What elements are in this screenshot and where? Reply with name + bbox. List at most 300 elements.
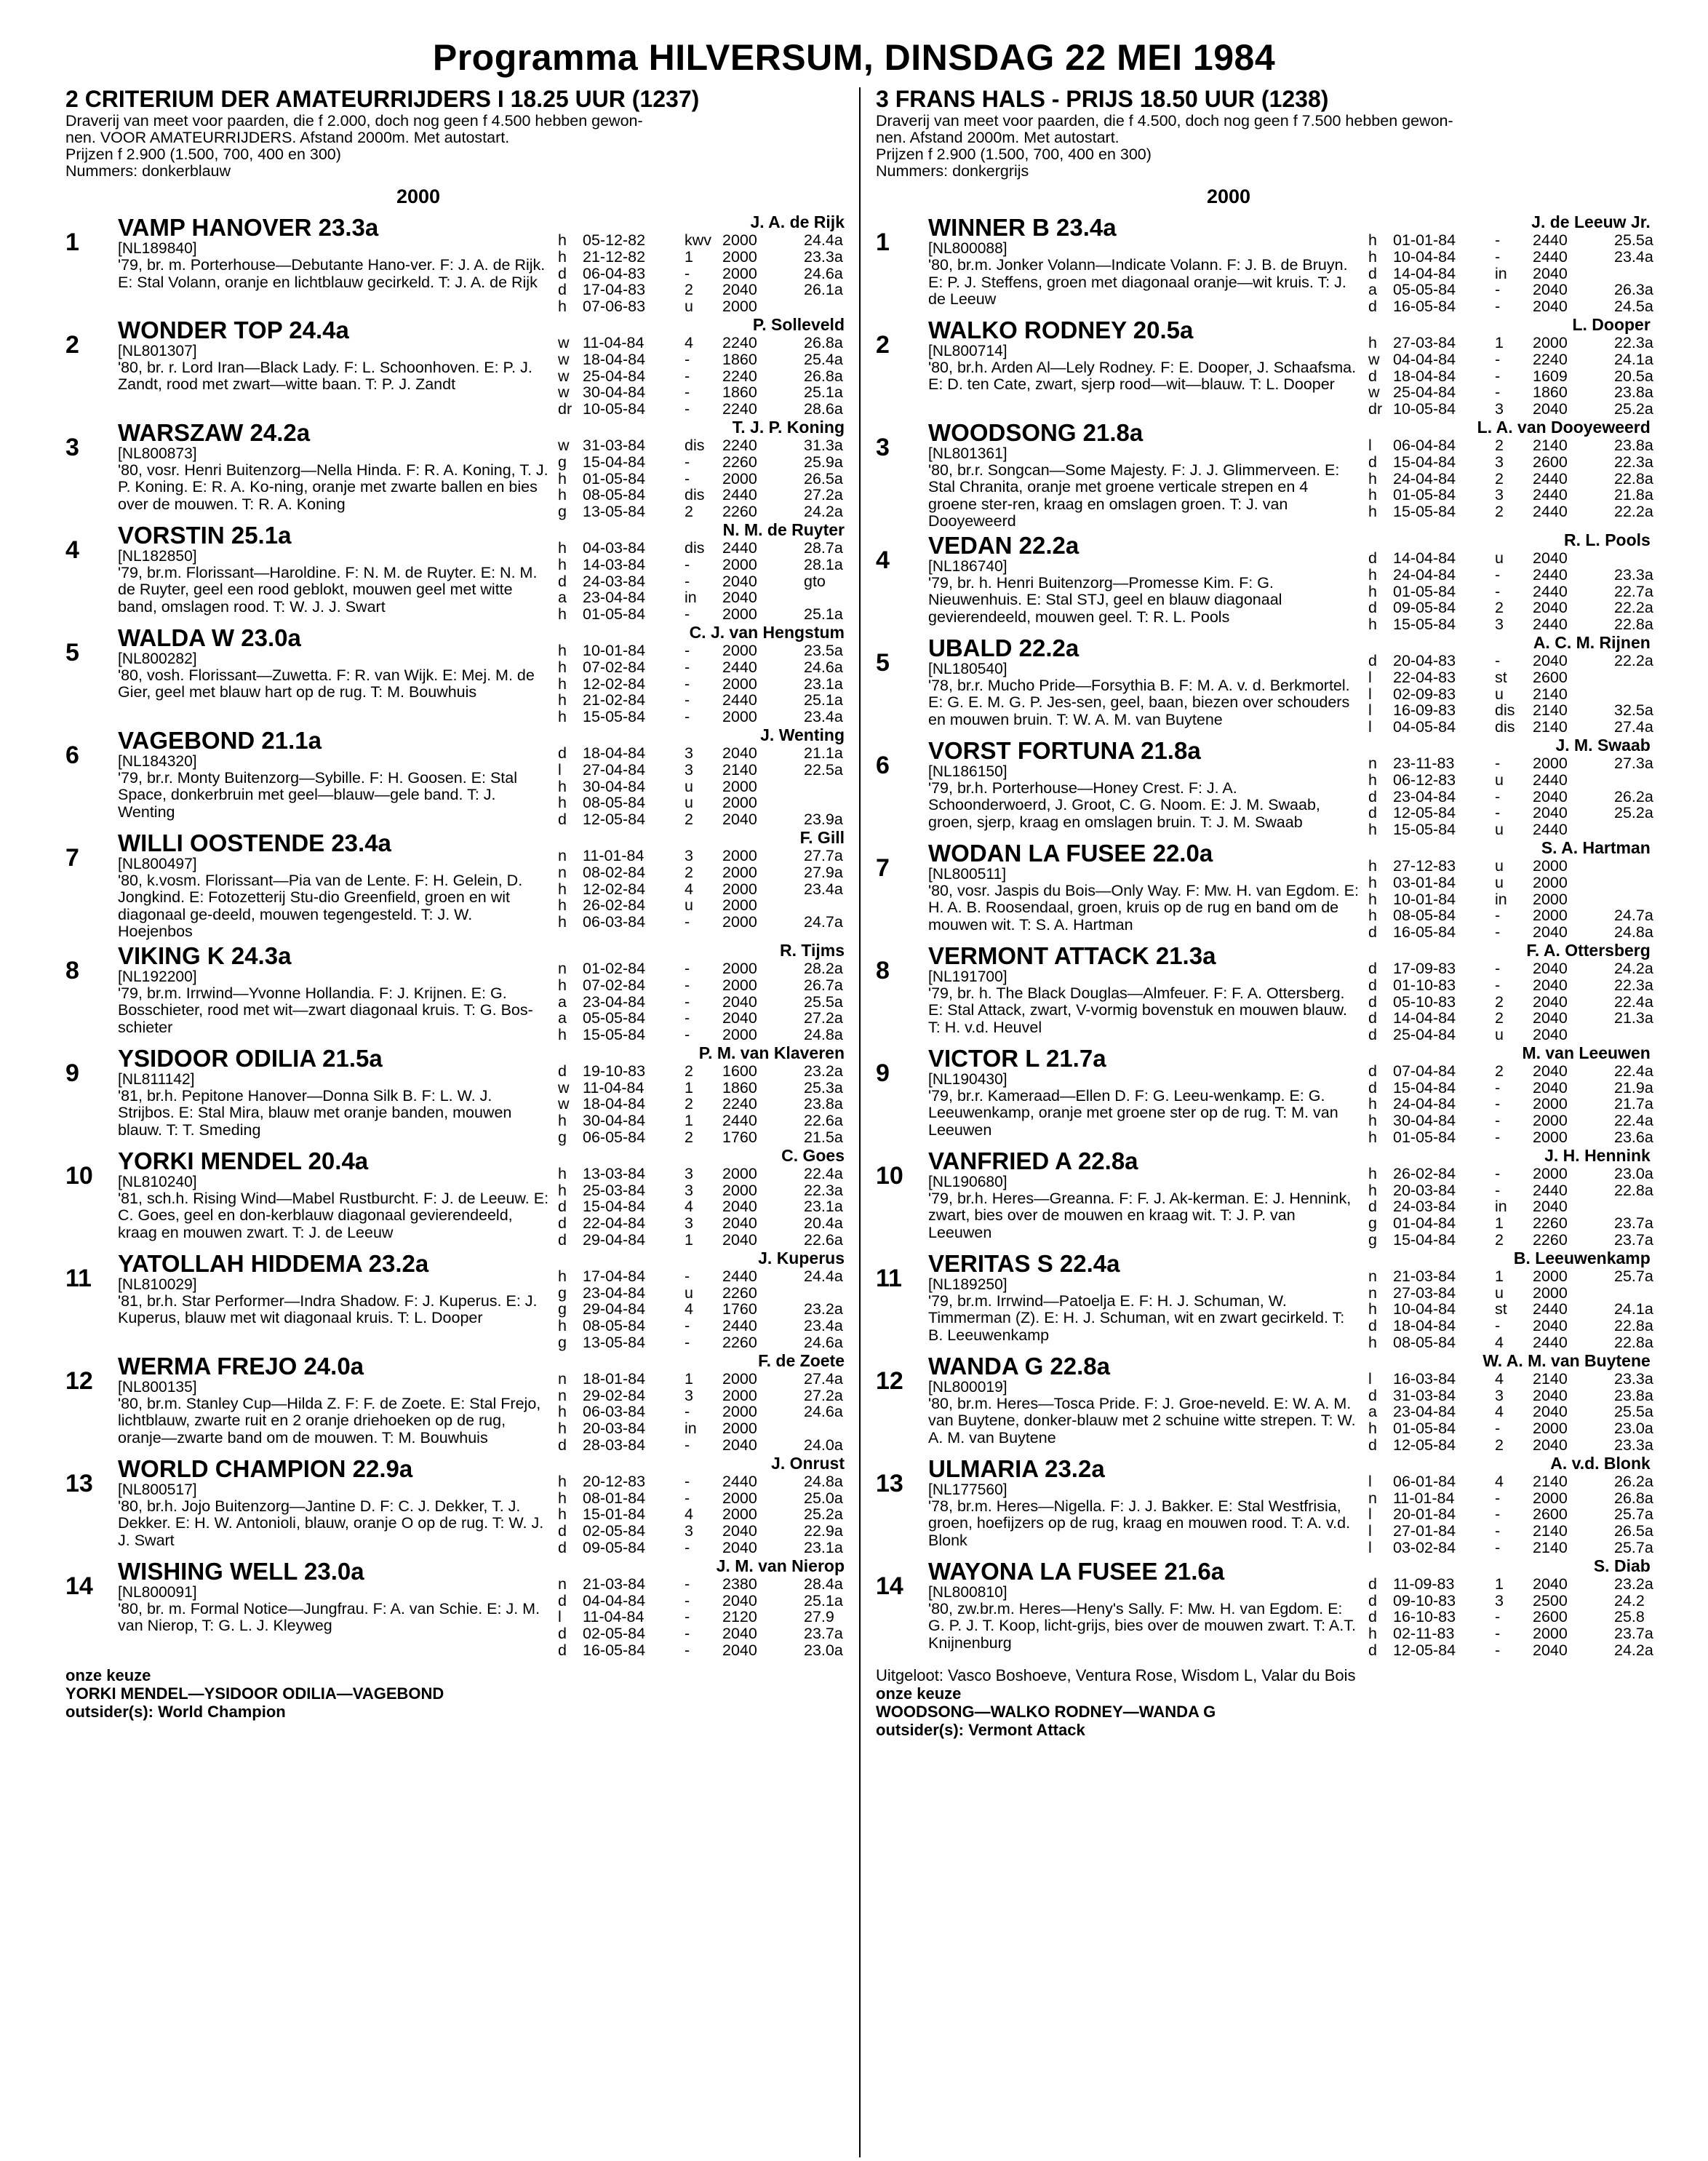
registration-number: [NL177560] — [928, 1481, 1007, 1498]
runner-details — [118, 418, 558, 520]
race-condition-line: Nummers: donkergrijs — [876, 162, 1029, 180]
form-place: - — [685, 367, 690, 385]
form-line — [1368, 550, 1653, 567]
form-place: 4 — [1495, 1334, 1504, 1352]
runner-pedigree-info: '80, br. r. Lord Iran—Black Lady. F: L. Schoonhoven. E: P. J. Zandt, rood met zwart—witte baan. T: P. J. Zandt — [118, 358, 532, 394]
form-date: 01-02-84 — [583, 959, 646, 977]
form-distance: 2040 — [722, 1522, 757, 1540]
form-track: h — [558, 538, 567, 557]
form-date: 23-04-84 — [1393, 1403, 1456, 1421]
form-distance: 2040 — [722, 811, 757, 829]
form-date: 22-04-83 — [1393, 668, 1456, 686]
form-track: n — [1368, 1284, 1377, 1302]
form-date: 23-04-84 — [583, 1284, 646, 1302]
form-distance: 2440 — [1533, 231, 1568, 249]
form-track: n — [558, 1369, 567, 1388]
form-date: 07-04-84 — [1393, 1062, 1456, 1080]
runner-pedigree-info: '80, br.m. Heres—Tosca Pride. F: J. Groe-neveld. E: W. A. M. van Buytene, donker-blauw met 2 schuine witte strepen. T: W. A. M. van Buytene — [928, 1394, 1356, 1446]
form-date: 18-04-84 — [583, 744, 646, 762]
runner-name: YORKI MENDEL 20.4a — [118, 1147, 369, 1174]
trainer-name: N. M. de Ruyter — [722, 520, 845, 539]
trainer-name: P. M. van Klaveren — [698, 1043, 845, 1062]
form-time: 28.1a — [804, 555, 843, 573]
form-track: dr — [558, 400, 572, 418]
form-track: h — [558, 658, 567, 676]
form-date: 24-03-84 — [583, 572, 646, 590]
form-place: - — [685, 605, 690, 624]
runner-name: YSIDOOR ODILIA 21.5a — [118, 1044, 383, 1072]
form-date: 25-03-84 — [583, 1181, 646, 1199]
form-track: g — [558, 1300, 567, 1318]
runner-name: VORSTIN 25.1a — [118, 521, 292, 549]
runner-number: 6 — [65, 741, 79, 769]
form-place: - — [685, 1334, 690, 1352]
form-time: 23.2a — [1614, 1575, 1653, 1593]
form-distance: 2000 — [722, 896, 757, 915]
form-track: h — [1368, 821, 1377, 839]
trainer-name: J. A. de Rijk — [750, 212, 845, 231]
form-distance: 2040 — [722, 992, 757, 1011]
runner-name: VAGEBOND 21.1a — [118, 726, 322, 754]
runner-pedigree-info: '80, br.m. Jonker Volann—Indicate Volann. F: J. B. de Bruyn. E: P. J. Steffens, groen met diagonaal oranje—wit kruis. T: J. de Leeuw — [928, 256, 1348, 308]
form-distance: 2260 — [1533, 1214, 1568, 1233]
form-distance: 2040 — [722, 1539, 757, 1557]
form-time: 21.9a — [1614, 1078, 1653, 1097]
runner-grid — [876, 1146, 1653, 1249]
trainer-name: F. A. Ottersberg — [1526, 940, 1651, 960]
form-track: h — [558, 708, 567, 726]
form-place: 1 — [685, 247, 693, 266]
race-condition-line: nen. VOOR AMATEURRIJDERS. Afstand 2000m. Met autostart. — [65, 129, 510, 146]
form-time: 24.2a — [1614, 1641, 1653, 1659]
form-line — [558, 1232, 847, 1249]
runner-number: 14 — [876, 1572, 903, 1600]
form-distance: 2440 — [1533, 616, 1568, 634]
form-place: st — [1495, 1300, 1507, 1318]
runner-details — [118, 1454, 558, 1556]
form-place: 4 — [1495, 1403, 1504, 1421]
form-time: 23.4a — [804, 880, 843, 898]
form-place: 2 — [1495, 469, 1504, 487]
form-line — [558, 1334, 847, 1351]
form-line — [558, 335, 847, 351]
form-time: 27.2a — [804, 1009, 843, 1027]
form-line — [1368, 1523, 1653, 1540]
form-distance: 2440 — [722, 538, 757, 557]
form-place: - — [1495, 1181, 1501, 1199]
form-date: 06-04-83 — [583, 264, 646, 282]
form-place: - — [685, 691, 690, 709]
form-place: 4 — [1495, 1472, 1504, 1490]
form-time: 22.2a — [1614, 503, 1653, 521]
form-track: h — [1368, 333, 1377, 351]
runner-entry — [876, 418, 1653, 530]
form-line — [558, 606, 847, 623]
form-date: 23-11-83 — [1393, 754, 1455, 772]
trainer-name: J. Kuperus — [758, 1248, 845, 1267]
form-distance: 2240 — [722, 436, 757, 454]
form-distance: 2000 — [1533, 1095, 1568, 1113]
form-line — [558, 1576, 847, 1593]
race-title: 3 FRANS HALS - PRIJS 18.50 UUR (1238) — [876, 86, 1329, 112]
form-track: n — [558, 1575, 567, 1593]
trainer-name: S. Diab — [1593, 1556, 1651, 1575]
form-time: 24.2a — [1614, 959, 1653, 977]
form-line — [558, 1182, 847, 1199]
form-time: 24.1a — [1614, 350, 1653, 368]
form-date: 01-05-84 — [1393, 486, 1456, 504]
runner-number: 6 — [876, 751, 890, 779]
form-time: 22.4a — [804, 1164, 843, 1182]
form-date: 15-05-84 — [1393, 616, 1456, 634]
form-track: d — [558, 1522, 567, 1540]
runner-name: WORLD CHAMPION 22.9a — [118, 1454, 413, 1482]
form-time: 24.2 — [1614, 1591, 1645, 1609]
form-distance: 2040 — [1533, 1575, 1568, 1593]
form-line — [558, 977, 847, 994]
form-place: u — [1495, 771, 1504, 789]
form-distance: 2040 — [722, 281, 757, 299]
form-track: n — [558, 1386, 567, 1404]
form-place: - — [685, 1436, 690, 1454]
form-time: 24.2a — [804, 503, 843, 521]
form-date: 25-04-84 — [583, 367, 646, 385]
runner-grid — [65, 1146, 847, 1249]
registration-number: [NL182850] — [118, 547, 197, 565]
form-place: 2 — [1495, 1231, 1504, 1249]
form-date: 15-04-84 — [1393, 1231, 1456, 1249]
form-track: h — [1368, 890, 1377, 908]
form-track: w — [558, 1095, 570, 1113]
form-date: 14-04-84 — [1393, 264, 1456, 282]
form-track: h — [558, 1112, 567, 1130]
form-date: 16-03-84 — [1393, 1369, 1456, 1388]
form-line — [558, 437, 847, 454]
runner-pedigree-info: '79, br.m. Florissant—Haroldine. F: N. M. de Ruyter. E: N. M. de Ruyter, geel een rood geblokt, mouwen geel met witte band, omslagen rood. T: W. J. J. Swart — [118, 563, 538, 616]
runner-grid — [65, 418, 847, 520]
runner-details — [928, 1556, 1368, 1659]
form-place: - — [1495, 383, 1501, 402]
form-time: 22.3a — [1614, 976, 1653, 994]
form-time: 22.2a — [1614, 651, 1653, 669]
runner-number: 11 — [65, 1264, 92, 1292]
form-track: h — [558, 880, 567, 898]
form-place: - — [685, 383, 690, 402]
form-time — [804, 589, 847, 606]
form-place: in — [1495, 1198, 1507, 1216]
runner-name: VEDAN 22.2a — [928, 531, 1080, 559]
form-line — [558, 557, 847, 573]
runner-details — [928, 212, 1368, 315]
form-date: 24-04-84 — [1393, 469, 1456, 487]
form-time: 23.4a — [804, 708, 843, 726]
form-track: l — [1368, 436, 1372, 454]
form-time: 21.5a — [804, 1129, 843, 1147]
runner-grid — [65, 725, 847, 828]
form-place: - — [685, 913, 690, 931]
form-distance: 2000 — [722, 913, 757, 931]
form-time: 25.2a — [804, 1505, 843, 1524]
form-track: d — [1368, 599, 1377, 617]
form-track: h — [1368, 231, 1377, 249]
runner-entry — [65, 1146, 847, 1249]
runner-name: WERMA FREJO 24.0a — [118, 1352, 364, 1380]
form-line — [558, 1609, 847, 1625]
form-time — [1614, 1285, 1653, 1302]
form-track: g — [558, 1284, 567, 1302]
form-distance: 2440 — [1533, 1334, 1568, 1352]
form-place: 2 — [685, 503, 693, 521]
form-distance: 1860 — [722, 350, 757, 368]
form-place: - — [685, 1591, 690, 1609]
form-date: 16-09-83 — [1393, 701, 1456, 720]
form-line — [558, 504, 847, 520]
runner-name: WINNER B 23.4a — [928, 214, 1117, 241]
form-time: 24.4a — [804, 1267, 843, 1285]
form-place: 2 — [1495, 1009, 1504, 1027]
form-track: d — [1368, 1317, 1377, 1335]
form-line — [558, 1490, 847, 1507]
recent-form — [558, 828, 847, 941]
form-place: u — [1495, 1026, 1504, 1044]
form-time: 22.8a — [1614, 1181, 1653, 1199]
form-distance: 2000 — [1533, 856, 1568, 875]
runner-number: 10 — [65, 1161, 93, 1190]
race-condition-line: Prijzen f 2.900 (1.500, 700, 400 en 300) — [65, 146, 341, 163]
form-line — [1368, 600, 1653, 616]
runner-grid — [65, 212, 847, 315]
form-track: h — [1368, 1095, 1377, 1113]
race-condition-line: Draverij van meet voor paarden, die f 4.500, doch nog geen f 7.500 hebben gewon- — [876, 112, 1453, 130]
form-line — [558, 1540, 847, 1556]
runner-pedigree-info: '79, br. m. Porterhouse—Debutante Hano-ver. F: J. A. de Rijk. E: Stal Volann, oranje en lichtblauw gecirkeld. T: J. A. de Rijk — [118, 256, 546, 291]
form-distance: 2440 — [1533, 486, 1568, 504]
form-line — [558, 1420, 847, 1437]
form-date: 08-02-84 — [583, 863, 646, 881]
form-line — [558, 795, 847, 811]
form-distance: 2000 — [722, 264, 757, 282]
runner-entry — [65, 1454, 847, 1556]
runner-entry — [65, 418, 847, 520]
trainer-name: A. v.d. Blonk — [1550, 1453, 1651, 1473]
trainer-name: L. Dooper — [1572, 314, 1651, 334]
form-line — [1368, 1576, 1653, 1593]
form-track: a — [1368, 281, 1377, 299]
form-time: 22.4a — [1614, 1062, 1653, 1080]
form-line — [558, 745, 847, 762]
form-date: 15-05-84 — [583, 1026, 646, 1044]
form-distance: 2040 — [1533, 1436, 1568, 1454]
form-track: h — [1368, 616, 1377, 634]
form-track: h — [558, 691, 567, 709]
form-place: u — [685, 298, 693, 316]
form-date: 16-05-84 — [1393, 923, 1456, 942]
form-time — [1614, 772, 1653, 789]
form-line — [1368, 1232, 1653, 1249]
form-date: 05-10-83 — [1393, 992, 1456, 1011]
form-date: 12-02-84 — [583, 674, 646, 693]
race-condition-line: Draverij van meet voor paarden, die f 2.000, doch nog geen f 4.500 hebben gewon- — [65, 112, 643, 130]
form-place: in — [1495, 264, 1507, 282]
form-time — [1614, 821, 1653, 838]
form-distance: 1860 — [722, 383, 757, 402]
form-place: 2 — [685, 281, 693, 299]
form-line — [1368, 1318, 1653, 1334]
form-time: 25.7a — [1614, 1505, 1653, 1524]
form-track: h — [1368, 1300, 1377, 1318]
form-time: 26.8a — [1614, 1489, 1653, 1507]
form-place: - — [1495, 1420, 1501, 1438]
our-choice: YORKI MENDEL—YSIDOOR ODILIA—VAGEBOND — [65, 1684, 444, 1703]
form-place: - — [1495, 1522, 1501, 1540]
form-distance: 2040 — [722, 1591, 757, 1609]
form-distance: 2040 — [1533, 1641, 1568, 1659]
form-track: d — [1368, 787, 1377, 805]
runner-entry — [65, 941, 847, 1043]
form-time: 25.7a — [1614, 1539, 1653, 1557]
form-line — [1368, 805, 1653, 821]
form-line — [1368, 653, 1653, 669]
form-track: h — [1368, 1129, 1377, 1147]
form-distance: 2000 — [1533, 1420, 1568, 1438]
form-date: 17-09-83 — [1393, 959, 1456, 977]
form-track: l — [1368, 1539, 1372, 1557]
form-track: d — [558, 1436, 567, 1454]
form-line — [1368, 249, 1653, 266]
form-place: dis — [1495, 718, 1515, 736]
form-line — [558, 249, 847, 266]
form-distance: 2140 — [1533, 436, 1568, 454]
runner-entry — [876, 633, 1653, 736]
form-track: l — [1368, 701, 1372, 720]
form-time: 22.4a — [1614, 1112, 1653, 1130]
form-distance: 2000 — [722, 1420, 757, 1438]
recent-form — [1368, 1043, 1653, 1146]
form-place: 2 — [1495, 1062, 1504, 1080]
form-place: - — [1495, 281, 1501, 299]
recent-form — [558, 1043, 847, 1146]
form-place: - — [1495, 582, 1501, 600]
form-line — [558, 692, 847, 709]
race-footer — [65, 1666, 847, 1721]
form-time: 28.7a — [804, 538, 843, 557]
form-distance: 1760 — [722, 1300, 757, 1318]
form-date: 10-05-84 — [583, 400, 646, 418]
form-track: h — [1368, 856, 1377, 875]
form-time — [804, 1420, 847, 1437]
form-track: d — [558, 1062, 567, 1080]
form-place: - — [1495, 959, 1501, 977]
form-track: d — [558, 744, 567, 762]
runner-name: VICTOR L 21.7a — [928, 1044, 1106, 1072]
form-time: 23.6a — [1614, 1129, 1653, 1147]
recent-form — [558, 725, 847, 828]
form-time: 24.6a — [804, 1334, 843, 1352]
form-time: 22.6a — [804, 1231, 843, 1249]
runner-pedigree-info: '80, vosh. Florissant—Zuwetta. F: R. van Wijk. E: Mej. M. de Gier, geel met blauw hart op de rug. T: M. Bouwhuis — [118, 666, 535, 701]
form-distance: 2120 — [722, 1608, 757, 1626]
form-place: - — [1495, 923, 1501, 942]
form-line — [558, 1166, 847, 1182]
runner-name: VORST FORTUNA 21.8a — [928, 736, 1201, 764]
runner-name: WAYONA LA FUSEE 21.6a — [928, 1557, 1225, 1585]
form-time — [1614, 875, 1653, 891]
form-track: d — [1368, 1078, 1377, 1097]
form-line — [558, 1318, 847, 1334]
form-place: 3 — [1495, 486, 1504, 504]
form-line — [558, 1642, 847, 1659]
runner-name: VERMONT ATTACK 21.3a — [928, 942, 1216, 969]
form-time: 23.1a — [804, 1198, 843, 1216]
form-date: 06-12-83 — [1393, 771, 1456, 789]
form-line — [1368, 1063, 1653, 1080]
trainer-name: B. Leeuwenkamp — [1513, 1248, 1651, 1267]
form-distance: 2140 — [1533, 701, 1568, 720]
race-condition-line: nen. Afstand 2000m. Met autostart. — [876, 129, 1120, 146]
form-track: h — [558, 486, 567, 504]
form-place: - — [1495, 976, 1501, 994]
form-date: 06-04-84 — [1393, 436, 1456, 454]
form-distance: 2440 — [1533, 503, 1568, 521]
form-place: - — [685, 959, 690, 977]
form-time: 22.8a — [1614, 616, 1653, 634]
runner-details — [928, 530, 1368, 633]
form-track: h — [558, 247, 567, 266]
form-time: 25.1a — [804, 1591, 843, 1609]
form-time: 24.1a — [1614, 1300, 1653, 1318]
runner-number: 11 — [876, 1264, 902, 1292]
form-time: 22.6a — [804, 1112, 843, 1130]
form-time: 23.7a — [1614, 1214, 1653, 1233]
trainer-name: J. M. Swaab — [1555, 735, 1651, 755]
form-place: - — [1495, 1539, 1501, 1557]
form-line — [558, 351, 847, 368]
form-track: l — [1368, 1369, 1372, 1388]
recent-form — [558, 212, 847, 315]
form-track: n — [1368, 1489, 1377, 1507]
form-place: - — [685, 1539, 690, 1557]
form-place: 4 — [685, 880, 693, 898]
registration-number: [NL811142] — [118, 1070, 195, 1088]
runner-name: VIKING K 24.3a — [118, 942, 292, 969]
form-time: 25.7a — [1614, 1267, 1653, 1285]
recent-form — [1368, 1351, 1653, 1454]
trainer-name: R. Tijms — [779, 940, 845, 960]
runner-details — [928, 1351, 1368, 1454]
form-date: 31-03-84 — [583, 436, 646, 454]
form-track: h — [1368, 247, 1377, 266]
runner-details — [928, 315, 1368, 418]
form-track: a — [558, 589, 567, 607]
our-choice-label: onze keuze — [876, 1684, 962, 1703]
form-time: 22.5a — [804, 760, 843, 779]
form-date: 15-04-84 — [583, 453, 646, 471]
registration-number: [NL189250] — [928, 1275, 1007, 1293]
race-conditions — [876, 113, 1653, 180]
form-time: 27.4a — [1614, 718, 1653, 736]
runner-details — [928, 418, 1368, 530]
form-time: 23.0a — [1614, 1420, 1653, 1438]
form-line — [558, 779, 847, 795]
form-distance: 2440 — [1533, 582, 1568, 600]
form-date: 01-10-83 — [1393, 976, 1456, 994]
form-line — [558, 471, 847, 487]
form-date: 08-01-84 — [583, 1489, 646, 1507]
form-line — [1368, 1490, 1653, 1507]
form-track: d — [1368, 1009, 1377, 1027]
form-place: 3 — [1495, 453, 1504, 471]
form-place: dis — [685, 538, 705, 557]
